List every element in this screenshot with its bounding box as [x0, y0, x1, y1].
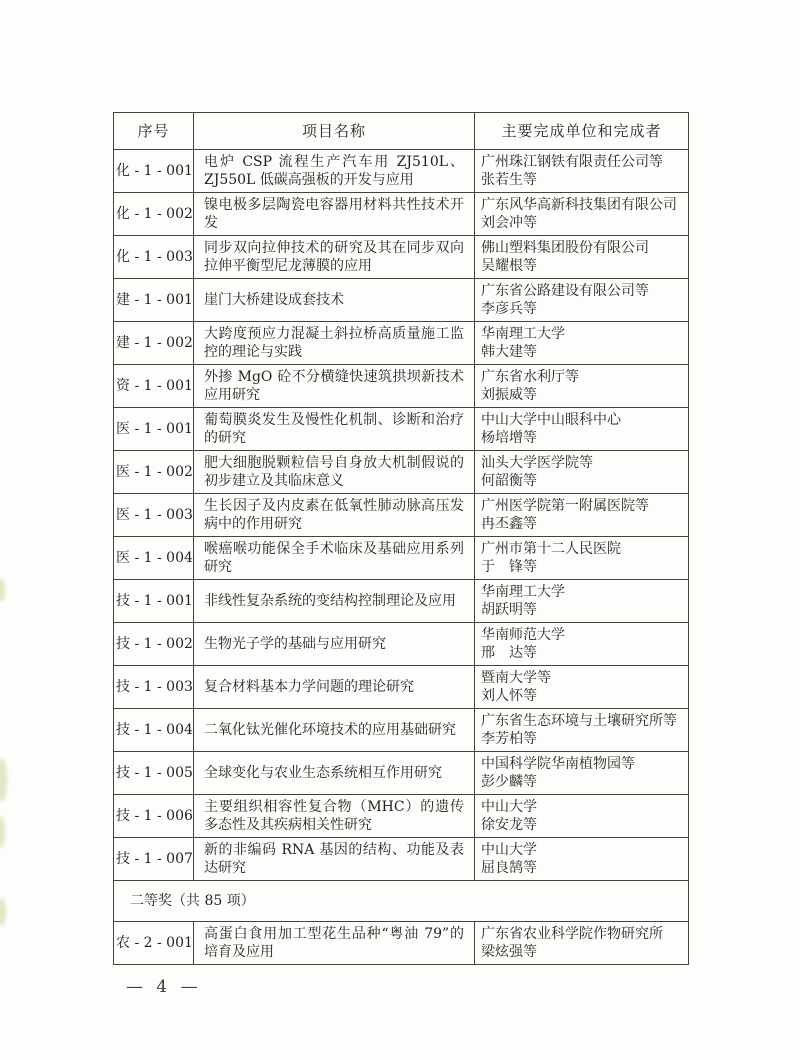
table-row: [114, 279, 689, 322]
unit-cell: [475, 922, 689, 965]
unit-cell: [475, 279, 689, 322]
unit-cell: [475, 709, 689, 752]
table-row: [114, 922, 689, 965]
project-name: 复合材料基本力学问题的理论研究: [194, 666, 475, 709]
header-row: [114, 113, 689, 150]
scan-artifact: [0, 898, 6, 926]
section-label: 二等奖（共 85 项）: [114, 881, 689, 922]
unit-name: 中山大学: [481, 842, 537, 858]
table-row: [114, 580, 689, 623]
table-row: [114, 623, 689, 666]
unit-cell: [475, 580, 689, 623]
unit-cell: [475, 193, 689, 236]
serial-number: 技 - 1 - 001: [114, 580, 194, 623]
project-name: 主要组织相容性复合物（MHC）的遗传多态性及其疾病相关性研究: [194, 795, 475, 838]
person-name: 胡跃明等: [481, 602, 537, 618]
table-row: [114, 236, 689, 279]
unit-name: 华南理工大学: [481, 584, 565, 600]
serial-number: 技 - 1 - 004: [114, 709, 194, 752]
unit-name: 暨南大学等: [481, 670, 551, 686]
award-table-header: [114, 113, 689, 150]
serial-number: 资 - 1 - 001: [114, 365, 194, 408]
serial-number: 医 - 1 - 004: [114, 537, 194, 580]
table-row: [114, 408, 689, 451]
unit-cell: [475, 795, 689, 838]
unit-name: 广州珠江钢铁有限责任公司等: [481, 154, 663, 170]
person-name: 吴耀根等: [481, 258, 537, 274]
unit-name: 广东省生态环境与土壤研究所等: [481, 713, 677, 729]
serial-number: 化 - 1 - 003: [114, 236, 194, 279]
table-row: [114, 537, 689, 580]
unit-cell: [475, 666, 689, 709]
person-name: 李彦兵等: [481, 301, 537, 317]
person-name: 张若生等: [481, 172, 537, 188]
unit-name: 广州医学院第一附属医院等: [481, 498, 649, 514]
person-name: 邢 达等: [481, 645, 537, 661]
person-name: 冉丕鑫等: [481, 516, 537, 532]
serial-number: 技 - 1 - 007: [114, 838, 194, 881]
unit-cell: [475, 838, 689, 881]
header-project: 项目名称: [194, 113, 475, 150]
project-name: 肥大细胞脱颗粒信号自身放大机制假说的初步建立及其临床意义: [194, 451, 475, 494]
table-row: [114, 752, 689, 795]
table-row: [114, 795, 689, 838]
table-row: [114, 322, 689, 365]
serial-number: 建 - 1 - 001: [114, 279, 194, 322]
table-row: [114, 451, 689, 494]
unit-name: 广东风华高新科技集团有限公司: [481, 197, 677, 213]
unit-name: 华南理工大学: [481, 326, 565, 342]
person-name: 彭少麟等: [481, 774, 537, 790]
person-name: 屈良鹄等: [481, 860, 537, 876]
serial-number: 技 - 1 - 006: [114, 795, 194, 838]
project-name: 葡萄膜炎发生及慢性化机制、诊断和治疗的研究: [194, 408, 475, 451]
person-name: 李芳柏等: [481, 731, 537, 747]
unit-cell: [475, 322, 689, 365]
unit-name: 中山大学中山眼科中心: [481, 412, 621, 428]
person-name: 梁炫强等: [481, 944, 537, 960]
table-row: [114, 709, 689, 752]
table-row: [114, 666, 689, 709]
unit-name: 广州市第十二人民医院: [481, 541, 621, 557]
person-name: 韩大建等: [481, 344, 537, 360]
project-name: 全球变化与农业生态系统相互作用研究: [194, 752, 475, 795]
project-name: 大跨度预应力混凝土斜拉桥高质量施工监控的理论与实践: [194, 322, 475, 365]
project-name: 生物光子学的基础与应用研究: [194, 623, 475, 666]
table-row: [114, 365, 689, 408]
serial-number: 建 - 1 - 002: [114, 322, 194, 365]
unit-cell: [475, 752, 689, 795]
person-name: 刘振威等: [481, 387, 537, 403]
project-name: 生长因子及内皮素在低氧性肺动脉高压发病中的作用研究: [194, 494, 475, 537]
scan-artifact: [0, 578, 5, 602]
table-row: [114, 838, 689, 881]
unit-name: 广东省公路建设有限公司等: [481, 283, 649, 299]
person-name: 刘人怀等: [481, 688, 537, 704]
unit-name: 中山大学: [481, 799, 537, 815]
page-number: — 4 —: [126, 977, 202, 997]
unit-name: 广东省水利厅等: [481, 369, 579, 385]
project-name: 外掺 MgO 砼不分横缝快速筑拱坝新技术应用研究: [194, 365, 475, 408]
unit-cell: [475, 451, 689, 494]
section-row: [114, 881, 689, 922]
unit-cell: [475, 494, 689, 537]
award-table: [113, 112, 689, 965]
unit-cell: [475, 236, 689, 279]
table-row: [114, 150, 689, 193]
header-serial: 序号: [114, 113, 194, 150]
header-unit: 主要完成单位和完成者: [475, 113, 689, 150]
serial-number: 技 - 1 - 002: [114, 623, 194, 666]
scan-artifact: [0, 816, 5, 848]
project-name: 非线性复杂系统的变结构控制理论及应用: [194, 580, 475, 623]
serial-number: 化 - 1 - 002: [114, 193, 194, 236]
person-name: 杨培增等: [481, 430, 537, 446]
project-name: 镍电极多层陶瓷电容器用材料共性技术开发: [194, 193, 475, 236]
person-name: 于 锋等: [481, 559, 537, 575]
project-name: 同步双向拉伸技术的研究及其在同步双向拉伸平衡型尼龙薄膜的应用: [194, 236, 475, 279]
project-name: 电炉 CSP 流程生产汽车用 ZJ510L、ZJ550L 低碳高强板的开发与应用: [194, 150, 475, 193]
unit-name: 中国科学院华南植物园等: [481, 756, 635, 772]
project-name: 高蛋白食用加工型花生品种“粤油 79”的培育及应用: [194, 922, 475, 965]
serial-number: 农 - 2 - 001: [114, 922, 194, 965]
project-name: 喉癌喉功能保全手术临床及基础应用系列研究: [194, 537, 475, 580]
unit-cell: [475, 150, 689, 193]
serial-number: 医 - 1 - 003: [114, 494, 194, 537]
unit-cell: [475, 623, 689, 666]
person-name: 何韶衡等: [481, 473, 537, 489]
scan-artifact: [0, 758, 7, 802]
serial-number: 化 - 1 - 001: [114, 150, 194, 193]
unit-cell: [475, 537, 689, 580]
unit-name: 广东省农业科学院作物研究所: [481, 926, 663, 942]
table-row: [114, 193, 689, 236]
unit-name: 华南师范大学: [481, 627, 565, 643]
award-table-body: [114, 150, 689, 965]
project-name: 二氧化钛光催化环境技术的应用基础研究: [194, 709, 475, 752]
unit-cell: [475, 408, 689, 451]
project-name: 崖门大桥建设成套技术: [194, 279, 475, 322]
serial-number: 医 - 1 - 001: [114, 408, 194, 451]
unit-name: 汕头大学医学院等: [481, 455, 593, 471]
unit-name: 佛山塑料集团股份有限公司: [481, 240, 649, 256]
unit-cell: [475, 365, 689, 408]
table-row: [114, 494, 689, 537]
serial-number: 技 - 1 - 003: [114, 666, 194, 709]
person-name: 刘会冲等: [481, 215, 537, 231]
serial-number: 技 - 1 - 005: [114, 752, 194, 795]
serial-number: 医 - 1 - 002: [114, 451, 194, 494]
project-name: 新的非编码 RNA 基因的结构、功能及表达研究: [194, 838, 475, 881]
person-name: 徐安龙等: [481, 817, 537, 833]
